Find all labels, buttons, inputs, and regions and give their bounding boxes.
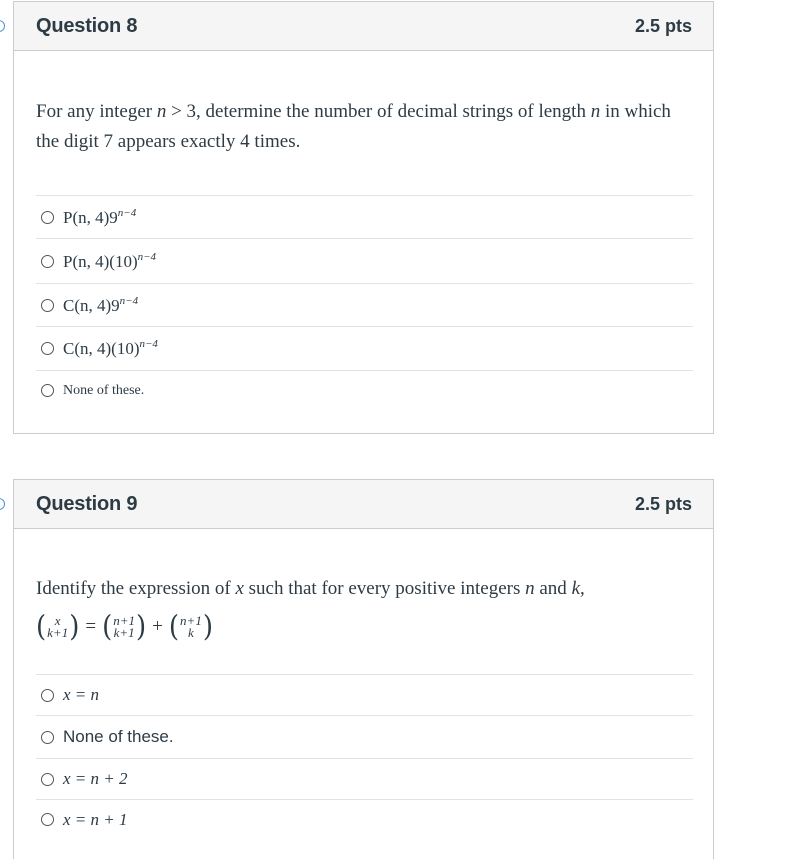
answer-label: [63, 338, 158, 359]
answer-label: x = n + 2: [63, 769, 128, 788]
answer-option[interactable]: [36, 715, 693, 758]
radio-button[interactable]: [41, 384, 54, 397]
answer-option[interactable]: [36, 283, 693, 326]
answer-label: [63, 207, 136, 228]
answer-label: [63, 251, 156, 272]
radio-button[interactable]: [41, 211, 54, 224]
answer-label: x = n + 1: [63, 809, 128, 829]
answer-option[interactable]: [36, 758, 693, 799]
binomial-identity: [36, 604, 693, 662]
binom-bottom: k+1: [113, 625, 135, 640]
answer-option[interactable]: [36, 370, 693, 410]
radio-button[interactable]: [41, 342, 54, 355]
answer-option[interactable]: [36, 238, 693, 283]
q9-text-part: such that for every positive integers: [243, 578, 526, 599]
binomial-term-2: ( n+1 k ): [168, 610, 213, 644]
question-8-card: [13, 1, 714, 434]
radio-button[interactable]: [41, 731, 54, 744]
question-9-points: 2.5 pts: [634, 493, 692, 514]
answer-label: [63, 295, 138, 316]
question-9-card: [13, 479, 714, 859]
answer-exponent: n−4: [119, 294, 139, 307]
binom-bottom: k+1: [47, 625, 69, 640]
question-8-title: Question 8: [36, 14, 138, 37]
question-9-title: Question 9: [36, 492, 138, 515]
q8-text-part: in which the digit 7 appears exactly 4 times.: [36, 101, 671, 152]
answer-base: C(n, 4)9: [63, 295, 120, 315]
answer-option[interactable]: [36, 799, 693, 839]
question-9-text: [36, 529, 693, 604]
q9-text-part: ,: [580, 578, 585, 599]
radio-button[interactable]: [41, 255, 54, 268]
radio-button[interactable]: [41, 299, 54, 312]
answer-label: None of these.: [63, 382, 145, 398]
answer-base: C(n, 4)(10): [63, 339, 140, 358]
answer-option[interactable]: [36, 195, 693, 238]
question-8-body: [14, 51, 713, 410]
radio-button[interactable]: [41, 813, 54, 826]
answer-label: x = n: [63, 685, 100, 704]
question-8-text: [36, 51, 693, 195]
answer-option[interactable]: [36, 674, 693, 715]
binom-top: x: [54, 613, 61, 628]
q9-var-k: k: [571, 578, 580, 599]
binom-bottom: k: [188, 625, 194, 640]
q9-text-part: Identify the expression of: [36, 578, 236, 599]
question-9-answers: [36, 674, 693, 839]
answer-option[interactable]: [36, 326, 693, 370]
binom-top: n+1: [113, 613, 136, 628]
answer-base: P(n, 4)(10): [63, 251, 138, 271]
q9-var-n: n: [525, 578, 535, 599]
question-8-header: [14, 2, 713, 51]
binom-top: n+1: [180, 613, 202, 628]
question-9-marker[interactable]: [0, 498, 5, 510]
q8-var-n: n: [156, 101, 167, 122]
question-8-points: 2.5 pts: [634, 15, 692, 36]
equals-sign: =: [85, 616, 97, 637]
question-9-body: [14, 529, 713, 839]
q9-var-x: x: [235, 578, 244, 599]
q8-text-part: For any integer: [36, 101, 157, 122]
q8-var-n: n: [590, 101, 601, 122]
q8-text-part: > 3, determine the number of decimal strings of length: [166, 101, 591, 122]
plus-sign: +: [152, 616, 163, 637]
question-8-answers: [36, 195, 693, 410]
q9-text-part: and: [534, 578, 572, 599]
answer-base: P(n, 4)9: [63, 207, 118, 227]
question-9-header: [14, 480, 713, 529]
answer-exponent: n−4: [117, 206, 137, 219]
radio-button[interactable]: [41, 773, 54, 786]
radio-button[interactable]: [41, 689, 54, 702]
answer-exponent: n−4: [139, 338, 158, 350]
answer-exponent: n−4: [137, 250, 157, 263]
binomial-lhs: ( x k+1 ): [36, 610, 80, 644]
binomial-term-1: ( n+1 k+1 ): [102, 610, 147, 644]
question-8-marker[interactable]: [0, 20, 5, 32]
answer-label: None of these.: [63, 727, 174, 746]
